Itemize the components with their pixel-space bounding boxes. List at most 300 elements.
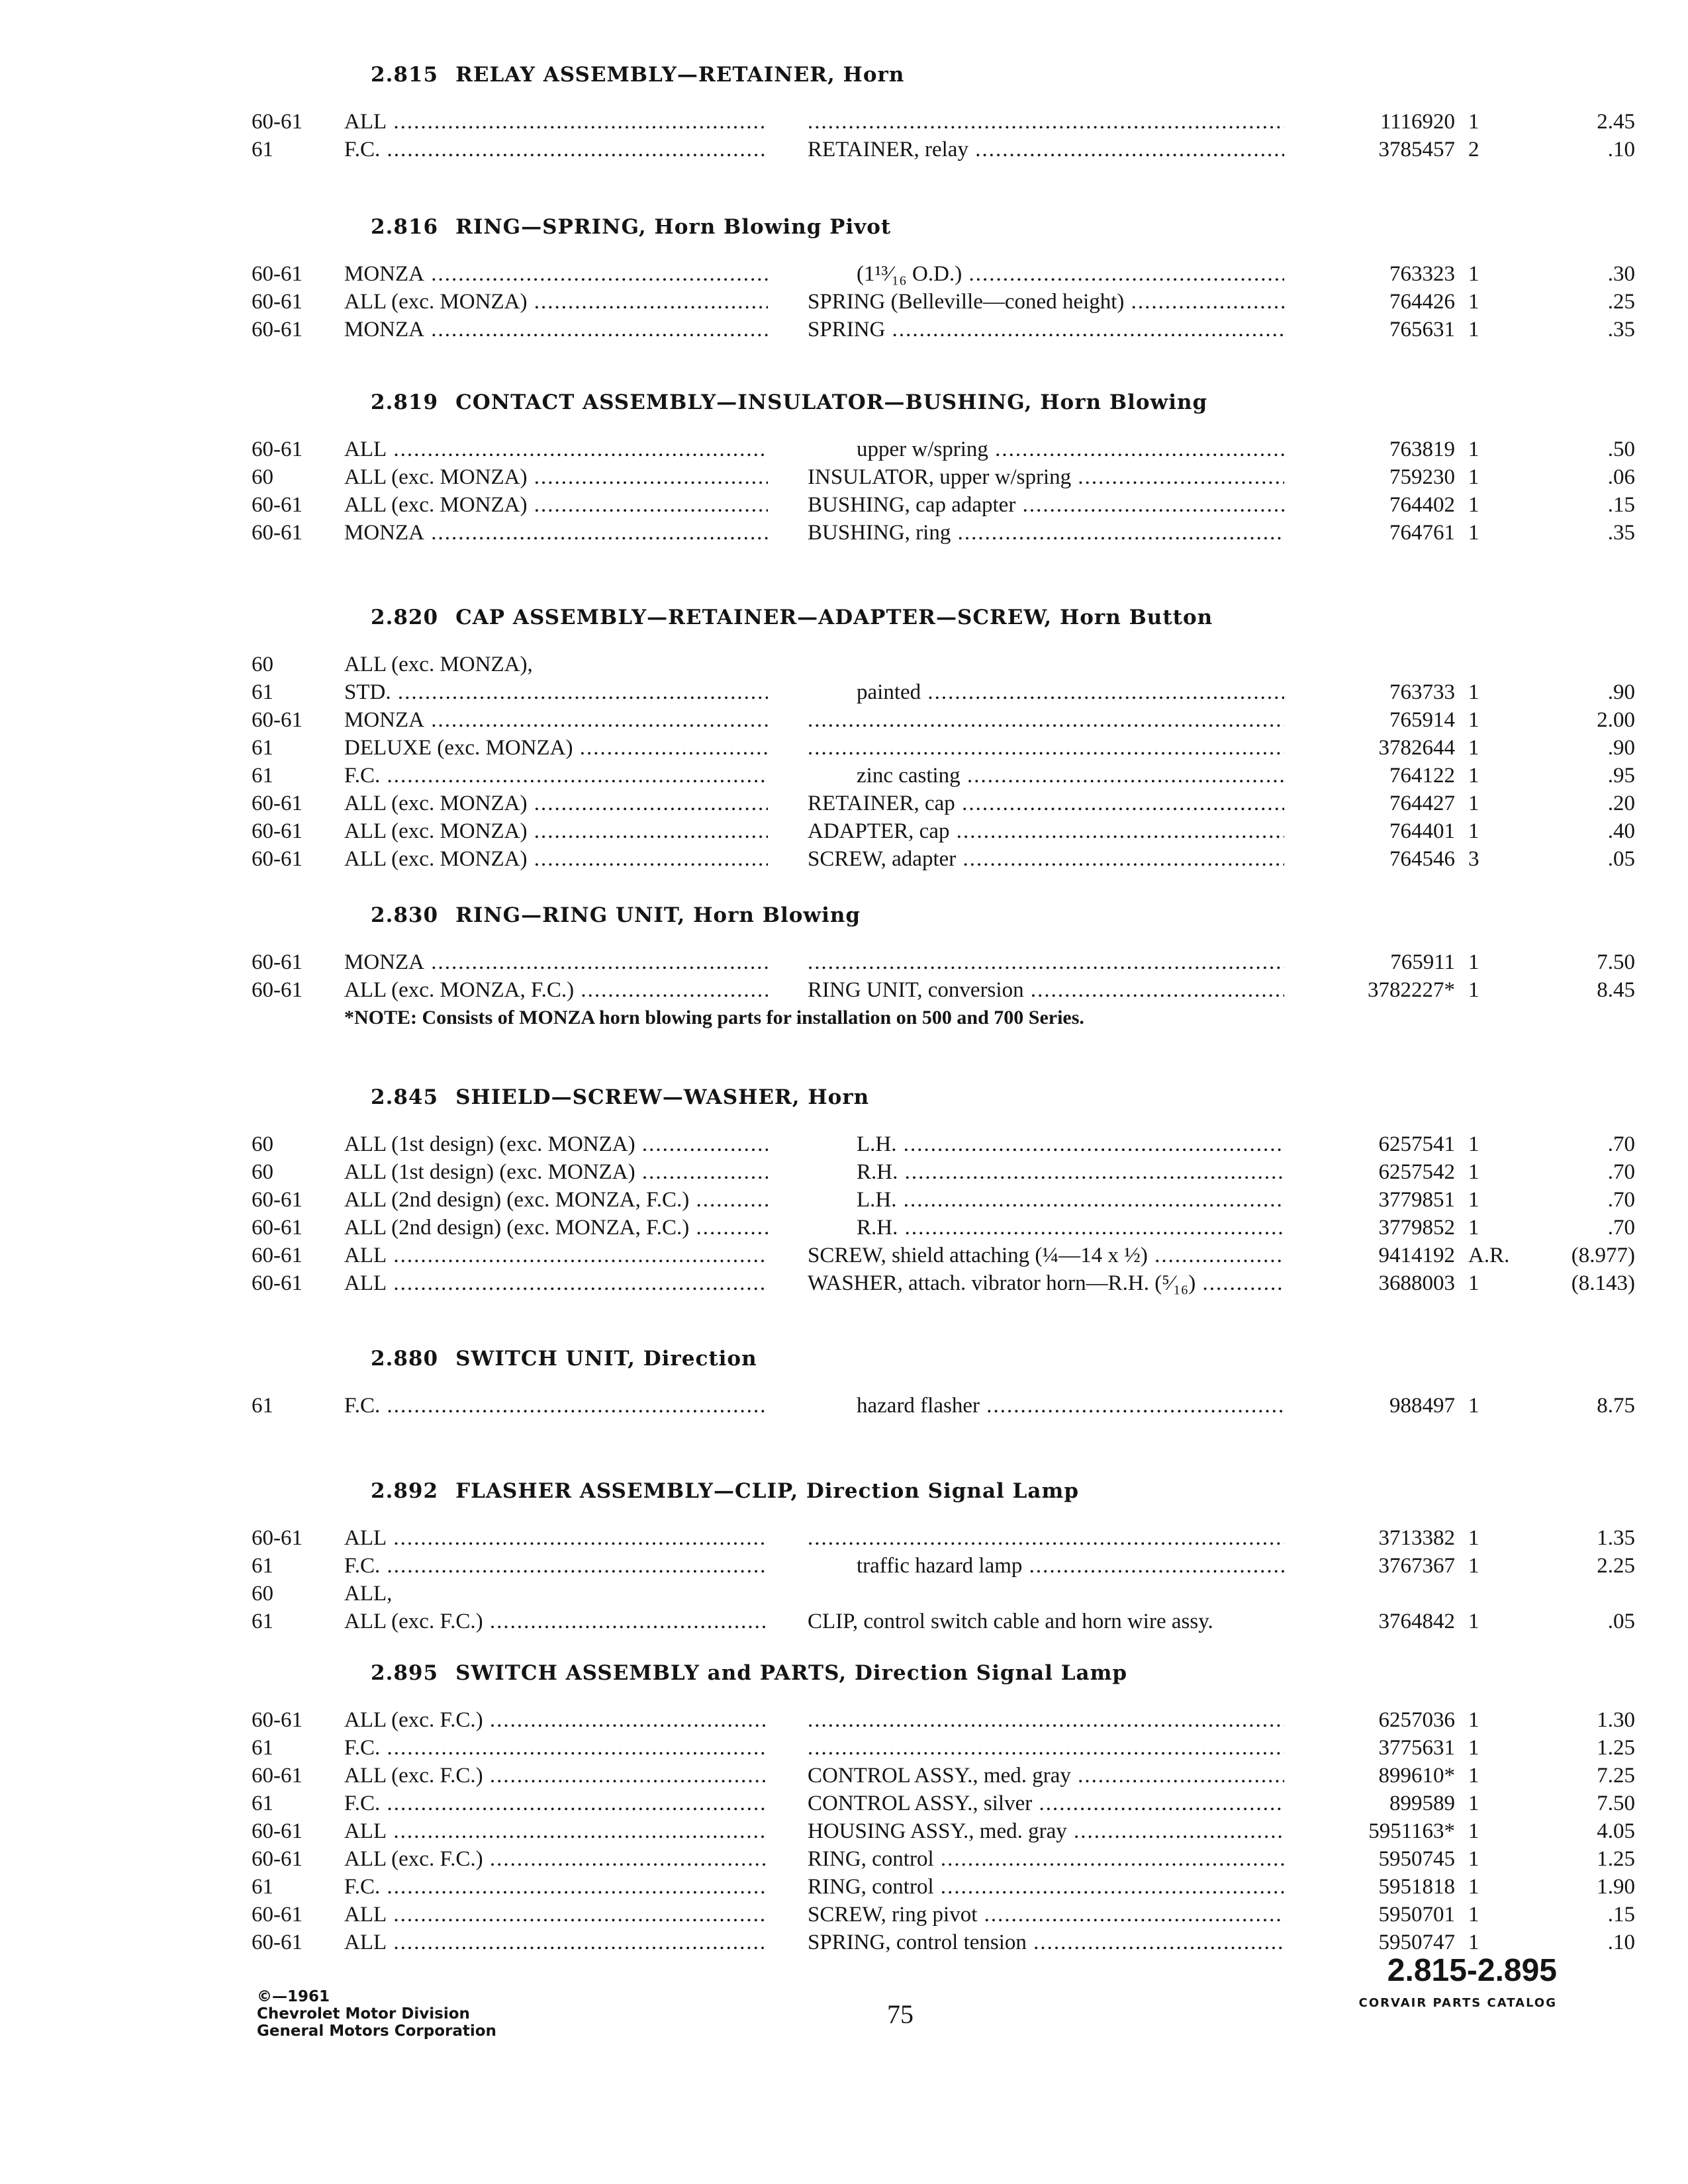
model-year: 60-61 — [252, 290, 303, 314]
part-number: 763819 — [1389, 437, 1455, 461]
table-row — [252, 1392, 1635, 1420]
model-applicability: ALL (exc. MONZA) ..... — [344, 288, 768, 316]
part-description: BUSHING, cap adapter ..... — [808, 491, 1284, 519]
model-year: 61 — [252, 680, 273, 704]
model-applicability: ALL (exc. F.C.) ..... — [344, 1762, 768, 1790]
division-name: Chevrolet Motor Division — [257, 2005, 470, 2023]
model-year: 60-61 — [252, 1847, 303, 1871]
part-description: SCREW, adapter ..... — [808, 845, 1284, 873]
model-year: 61 — [252, 764, 273, 788]
model-year: 60-61 — [252, 1708, 303, 1732]
model-applicability: ALL (exc. MONZA, F.C.) ..... — [344, 976, 768, 1004]
section-title: CAP ASSEMBLY—RETAINER—ADAPTER—SCREW, Horn Button — [455, 606, 1213, 629]
part-description — [808, 1734, 1284, 1762]
part-description: SPRING ..... — [808, 316, 1284, 343]
list-price: 1.35 — [1597, 1526, 1635, 1550]
list-price: .05 — [1607, 1610, 1635, 1633]
table-row — [252, 1552, 1635, 1580]
table-row — [252, 491, 1635, 519]
model-applicability: ALL (exc. MONZA) ..... — [344, 817, 768, 845]
model-year: 60-61 — [252, 950, 303, 974]
catalog-name: CORVAIR PARTS CATALOG — [1358, 1996, 1557, 2010]
part-description — [808, 734, 1284, 762]
table-row — [252, 1734, 1635, 1762]
table-row — [252, 1873, 1635, 1901]
list-price: 8.45 — [1597, 978, 1635, 1002]
part-number: 5950701 — [1378, 1903, 1455, 1927]
section-title: FLASHER ASSEMBLY—CLIP, Direction Signal Lamp — [455, 1479, 1079, 1503]
list-price: .10 — [1607, 1931, 1635, 1954]
list-price: .25 — [1607, 290, 1635, 314]
table-row — [252, 288, 1635, 316]
part-description: R.H. ..... — [808, 1214, 1284, 1242]
quantity: 1 — [1468, 950, 1479, 974]
model-applicability: ALL (exc. F.C.) ..... — [344, 1845, 768, 1873]
list-price: (8.977) — [1571, 1244, 1635, 1267]
model-year: 61 — [252, 1610, 273, 1633]
part-description: CONTROL ASSY., silver ..... — [808, 1790, 1284, 1817]
list-price: .15 — [1607, 493, 1635, 517]
part-description — [808, 948, 1284, 976]
quantity: 1 — [1468, 262, 1479, 286]
section-number: 2.816 — [371, 215, 439, 239]
part-description: SCREW, ring pivot ..... — [808, 1901, 1284, 1929]
part-number: 1116920 — [1380, 110, 1455, 134]
section-heading — [371, 903, 861, 927]
list-price: .90 — [1607, 680, 1635, 704]
quantity: 1 — [1468, 1931, 1479, 1954]
model-year: 60-61 — [252, 493, 303, 517]
model-year: 61 — [252, 1875, 273, 1899]
part-number: 3767367 — [1378, 1554, 1455, 1578]
page-number: 75 — [887, 1999, 914, 2029]
quantity: 1 — [1468, 521, 1479, 545]
model-year: 60-61 — [252, 847, 303, 871]
part-description: SCREW, shield attaching (¼—14 x ½) ..... — [808, 1242, 1284, 1269]
model-applicability: F.C. ..... — [344, 136, 768, 163]
model-applicability: ALL (exc. MONZA) ..... — [344, 790, 768, 817]
table-row — [252, 1269, 1635, 1297]
model-year: 60-61 — [252, 318, 303, 341]
list-price: 2.45 — [1597, 110, 1635, 134]
model-applicability: MONZA ..... — [344, 316, 768, 343]
table-row — [252, 817, 1635, 845]
list-price: 7.50 — [1597, 950, 1635, 974]
section-number: 2.845 — [371, 1085, 439, 1109]
parts-table — [252, 435, 1635, 547]
part-description: HOUSING ASSY., med. gray ..... — [808, 1817, 1284, 1845]
table-row — [252, 1901, 1635, 1929]
model-applicability: ALL, — [344, 1582, 393, 1606]
quantity: 1 — [1468, 819, 1479, 843]
part-number: 6257542 — [1378, 1160, 1455, 1184]
list-price: 1.25 — [1597, 1736, 1635, 1760]
quantity: 1 — [1468, 1708, 1479, 1732]
model-year: 61 — [252, 1792, 273, 1815]
table-row — [252, 1214, 1635, 1242]
parts-table — [252, 1392, 1635, 1420]
quantity: 1 — [1468, 1736, 1479, 1760]
part-number: 3785457 — [1378, 138, 1455, 161]
section-number: 2.820 — [371, 606, 439, 629]
table-row — [252, 762, 1635, 790]
model-year: 60 — [252, 653, 273, 676]
part-description: CONTROL ASSY., med. gray ..... — [808, 1762, 1284, 1790]
model-applicability: F.C. ..... — [344, 1392, 768, 1420]
part-description — [808, 1524, 1284, 1552]
table-row — [252, 260, 1635, 288]
table-row — [252, 1762, 1635, 1790]
model-applicability: ALL ..... — [344, 1242, 768, 1269]
quantity: 1 — [1468, 764, 1479, 788]
part-number: 763323 — [1389, 262, 1455, 286]
model-applicability: ALL ..... — [344, 1901, 768, 1929]
part-number: 764122 — [1389, 764, 1455, 788]
table-row — [252, 463, 1635, 491]
model-applicability: STD. ..... — [344, 678, 768, 706]
parts-table — [252, 1706, 1635, 1956]
note-row — [252, 1004, 1562, 1032]
part-number: 3713382 — [1378, 1526, 1455, 1550]
model-year: 60-61 — [252, 708, 303, 732]
table-row — [252, 1817, 1635, 1845]
part-description: RING, control ..... — [808, 1873, 1284, 1901]
quantity: 1 — [1468, 493, 1479, 517]
list-price: .30 — [1607, 262, 1635, 286]
table-row — [252, 948, 1635, 976]
model-year: 61 — [252, 736, 273, 760]
model-year: 60-61 — [252, 978, 303, 1002]
list-price: .70 — [1607, 1132, 1635, 1156]
part-number: 6257036 — [1378, 1708, 1455, 1732]
table-row — [252, 1186, 1635, 1214]
section-number: 2.830 — [371, 903, 439, 927]
part-description: RETAINER, cap ..... — [808, 790, 1284, 817]
part-description: RING UNIT, conversion ..... — [808, 976, 1284, 1004]
section-note: *NOTE: Consists of MONZA horn blowing parts for installation on 500 and 700 Series. — [344, 1007, 1084, 1028]
parts-table — [252, 260, 1635, 343]
part-description: ADAPTER, cap ..... — [808, 817, 1284, 845]
model-year: 60-61 — [252, 1526, 303, 1550]
section-title: RING—RING UNIT, Horn Blowing — [455, 903, 861, 927]
part-description: traffic hazard lamp ..... — [808, 1552, 1284, 1580]
quantity: 1 — [1468, 1792, 1479, 1815]
quantity: 1 — [1468, 110, 1479, 134]
model-year: 60 — [252, 1582, 273, 1606]
model-applicability: F.C. ..... — [344, 1790, 768, 1817]
part-description: (1¹³⁄₁₆ O.D.) ..... — [808, 260, 1284, 288]
section-range: 2.815-2.895 — [1387, 1953, 1557, 1988]
quantity: 1 — [1468, 978, 1479, 1002]
model-applicability: F.C. ..... — [344, 1873, 768, 1901]
quantity: 1 — [1468, 1394, 1479, 1418]
part-number: 3782644 — [1378, 736, 1455, 760]
part-number: 899589 — [1389, 1792, 1455, 1815]
list-price: .70 — [1607, 1188, 1635, 1212]
corporation-name: General Motors Corporation — [257, 2023, 496, 2040]
part-number: 6257541 — [1378, 1132, 1455, 1156]
table-row — [252, 651, 1562, 678]
part-number: 763733 — [1389, 680, 1455, 704]
part-description: SPRING (Belleville—coned height) ..... — [808, 288, 1284, 316]
part-number: 988497 — [1389, 1394, 1455, 1418]
part-number: 5951818 — [1378, 1875, 1455, 1899]
list-price: 7.25 — [1597, 1764, 1635, 1788]
model-applicability: MONZA ..... — [344, 260, 768, 288]
parts-table — [252, 651, 1635, 873]
list-price: .05 — [1607, 847, 1635, 871]
model-year: 60-61 — [252, 437, 303, 461]
list-price: .10 — [1607, 138, 1635, 161]
list-price: 4.05 — [1597, 1819, 1635, 1843]
section-heading — [371, 390, 1207, 414]
part-description: L.H. ..... — [808, 1186, 1284, 1214]
table-row — [252, 1242, 1635, 1269]
model-year: 61 — [252, 138, 273, 161]
part-number: 3779851 — [1378, 1188, 1455, 1212]
model-year: 60-61 — [252, 1764, 303, 1788]
quantity: 1 — [1468, 792, 1479, 815]
part-number: 5950745 — [1378, 1847, 1455, 1871]
part-number: 9414192 — [1378, 1244, 1455, 1267]
model-year: 60-61 — [252, 819, 303, 843]
model-year: 60-61 — [252, 262, 303, 286]
section-heading — [371, 215, 891, 239]
quantity: 1 — [1468, 1903, 1479, 1927]
section-heading — [371, 1347, 757, 1371]
table-row — [252, 1790, 1635, 1817]
table-row — [252, 734, 1635, 762]
model-applicability: ALL (exc. MONZA) ..... — [344, 463, 768, 491]
copyright: ©—1961 — [257, 1988, 330, 2005]
model-applicability: ALL ..... — [344, 1524, 768, 1552]
table-row — [252, 1580, 1562, 1608]
table-row — [252, 1845, 1635, 1873]
part-description: RING, control ..... — [808, 1845, 1284, 1873]
model-applicability: ALL (2nd design) (exc. MONZA, F.C.) ..... — [344, 1186, 768, 1214]
model-year: 60 — [252, 465, 273, 489]
quantity: 1 — [1468, 1875, 1479, 1899]
section-title: CONTACT ASSEMBLY—INSULATOR—BUSHING, Horn Blowing — [455, 390, 1208, 414]
section-number: 2.819 — [371, 390, 439, 414]
model-applicability: F.C. ..... — [344, 762, 768, 790]
quantity: 1 — [1468, 437, 1479, 461]
model-year: 60 — [252, 1132, 273, 1156]
quantity: 1 — [1468, 1271, 1479, 1295]
model-year: 60-61 — [252, 1271, 303, 1295]
part-description — [808, 1706, 1284, 1734]
model-applicability: MONZA ..... — [344, 948, 768, 976]
section-number: 2.880 — [371, 1347, 439, 1371]
part-description: CLIP, control switch cable and horn wire assy. — [808, 1610, 1213, 1633]
list-price: .70 — [1607, 1216, 1635, 1240]
model-year: 60-61 — [252, 1244, 303, 1267]
table-row — [252, 1608, 1635, 1635]
quantity: 1 — [1468, 318, 1479, 341]
table-row — [252, 706, 1635, 734]
model-applicability: ALL (exc. F.C.) ..... — [344, 1608, 768, 1635]
part-number: 759230 — [1389, 465, 1455, 489]
table-row — [252, 1130, 1635, 1158]
quantity: 1 — [1468, 1188, 1479, 1212]
part-description: zinc casting ..... — [808, 762, 1284, 790]
list-price: .06 — [1607, 465, 1635, 489]
part-number: 765911 — [1390, 950, 1455, 974]
part-number: 764402 — [1389, 493, 1455, 517]
part-number: 3779852 — [1378, 1216, 1455, 1240]
list-price: .95 — [1607, 764, 1635, 788]
table-row — [252, 1158, 1635, 1186]
model-applicability: ALL (exc. MONZA) ..... — [344, 845, 768, 873]
list-price: .40 — [1607, 819, 1635, 843]
quantity: 1 — [1468, 1160, 1479, 1184]
table-row — [252, 678, 1635, 706]
quantity: 1 — [1468, 708, 1479, 732]
table-row — [252, 108, 1635, 136]
part-description — [808, 108, 1284, 136]
parts-table — [252, 1524, 1635, 1635]
model-applicability: ALL (exc. MONZA), — [344, 653, 533, 676]
model-year: 61 — [252, 1554, 273, 1578]
section-heading — [371, 1085, 869, 1109]
section-number: 2.815 — [371, 63, 439, 87]
quantity: 1 — [1468, 1819, 1479, 1843]
part-number: 764427 — [1389, 792, 1455, 815]
model-applicability: ALL (exc. F.C.) ..... — [344, 1706, 768, 1734]
part-number: 765914 — [1389, 708, 1455, 732]
section-number: 2.895 — [371, 1661, 439, 1685]
part-description: R.H. ..... — [808, 1158, 1284, 1186]
parts-table — [252, 108, 1635, 163]
section-title: RELAY ASSEMBLY—RETAINER, Horn — [455, 63, 905, 87]
list-price: .20 — [1607, 792, 1635, 815]
section-number: 2.892 — [371, 1479, 439, 1503]
model-year: 60-61 — [252, 521, 303, 545]
section-title: SWITCH ASSEMBLY and PARTS, Direction Signal Lamp — [455, 1661, 1128, 1685]
section-title: SWITCH UNIT, Direction — [455, 1347, 757, 1371]
list-price: 2.25 — [1597, 1554, 1635, 1578]
list-price: 1.25 — [1597, 1847, 1635, 1871]
list-price: 1.30 — [1597, 1708, 1635, 1732]
section-title: RING—SPRING, Horn Blowing Pivot — [455, 215, 892, 239]
model-applicability: ALL ..... — [344, 1929, 768, 1956]
table-row — [252, 1706, 1635, 1734]
list-price: .70 — [1607, 1160, 1635, 1184]
list-price: (8.143) — [1571, 1271, 1635, 1295]
list-price: 7.50 — [1597, 1792, 1635, 1815]
quantity: 1 — [1468, 1764, 1479, 1788]
quantity: 3 — [1468, 847, 1479, 871]
part-number: 899610* — [1378, 1764, 1455, 1788]
list-price: .35 — [1607, 521, 1635, 545]
part-description: RETAINER, relay ..... — [808, 136, 1284, 163]
table-row — [252, 136, 1635, 163]
model-applicability: F.C. ..... — [344, 1552, 768, 1580]
model-applicability: ALL ..... — [344, 435, 768, 463]
section-heading — [371, 1661, 1127, 1685]
model-year: 60 — [252, 1160, 273, 1184]
model-applicability: ALL ..... — [344, 108, 768, 136]
part-number: 764401 — [1389, 819, 1455, 843]
quantity: A.R. — [1468, 1244, 1510, 1267]
table-row — [252, 790, 1635, 817]
model-year: 60-61 — [252, 1903, 303, 1927]
quantity: 1 — [1468, 680, 1479, 704]
model-applicability: ALL (2nd design) (exc. MONZA, F.C.) ..... — [344, 1214, 768, 1242]
part-description: SPRING, control tension ..... — [808, 1929, 1284, 1956]
part-description: upper w/spring ..... — [808, 435, 1284, 463]
model-applicability: ALL (1st design) (exc. MONZA) ..... — [344, 1130, 768, 1158]
section-heading — [371, 1479, 1079, 1503]
section-title: SHIELD—SCREW—WASHER, Horn — [455, 1085, 870, 1109]
table-row — [252, 519, 1635, 547]
part-number: 3782227* — [1368, 978, 1455, 1002]
model-year: 60-61 — [252, 1188, 303, 1212]
model-year: 61 — [252, 1394, 273, 1418]
model-applicability: F.C. ..... — [344, 1734, 768, 1762]
parts-table — [252, 1130, 1635, 1297]
quantity: 2 — [1468, 138, 1479, 161]
table-row — [252, 316, 1635, 343]
list-price: .35 — [1607, 318, 1635, 341]
part-description: BUSHING, ring ..... — [808, 519, 1284, 547]
model-applicability: MONZA ..... — [344, 519, 768, 547]
table-row — [252, 976, 1635, 1004]
list-price: .50 — [1607, 437, 1635, 461]
part-number: 3764842 — [1378, 1610, 1455, 1633]
quantity: 1 — [1468, 290, 1479, 314]
part-number: 3775631 — [1378, 1736, 1455, 1760]
part-number: 3688003 — [1378, 1271, 1455, 1295]
model-applicability: ALL (1st design) (exc. MONZA) ..... — [344, 1158, 768, 1186]
quantity: 1 — [1468, 1610, 1479, 1633]
part-number: 764546 — [1389, 847, 1455, 871]
part-description: painted ..... — [808, 678, 1284, 706]
model-applicability: ALL ..... — [344, 1269, 768, 1297]
model-applicability: MONZA ..... — [344, 706, 768, 734]
list-price: 1.90 — [1597, 1875, 1635, 1899]
table-row — [252, 1524, 1635, 1552]
model-year: 60-61 — [252, 110, 303, 134]
part-description: hazard flasher ..... — [808, 1392, 1284, 1420]
model-applicability: ALL (exc. MONZA) ..... — [344, 491, 768, 519]
part-number: 5950747 — [1378, 1931, 1455, 1954]
table-row — [252, 435, 1635, 463]
model-applicability: DELUXE (exc. MONZA) ..... — [344, 734, 768, 762]
quantity: 1 — [1468, 1526, 1479, 1550]
publisher-block — [257, 1988, 496, 2040]
model-year: 60-61 — [252, 792, 303, 815]
section-heading — [371, 63, 904, 87]
model-year: 60-61 — [252, 1216, 303, 1240]
part-description: INSULATOR, upper w/spring ..... — [808, 463, 1284, 491]
part-number: 765631 — [1389, 318, 1455, 341]
parts-table — [252, 948, 1635, 1032]
part-number: 5951163* — [1368, 1819, 1455, 1843]
list-price: .15 — [1607, 1903, 1635, 1927]
quantity: 1 — [1468, 736, 1479, 760]
part-description: L.H. ..... — [808, 1130, 1284, 1158]
quantity: 1 — [1468, 1554, 1479, 1578]
part-description: WASHER, attach. vibrator horn—R.H. (⁵⁄₁₆) ..... — [808, 1269, 1284, 1297]
model-year: 61 — [252, 1736, 273, 1760]
model-year: 60-61 — [252, 1819, 303, 1843]
list-price: 2.00 — [1597, 708, 1635, 732]
part-number: 764761 — [1389, 521, 1455, 545]
quantity: 1 — [1468, 1847, 1479, 1871]
quantity: 1 — [1468, 465, 1479, 489]
model-applicability: ALL ..... — [344, 1817, 768, 1845]
